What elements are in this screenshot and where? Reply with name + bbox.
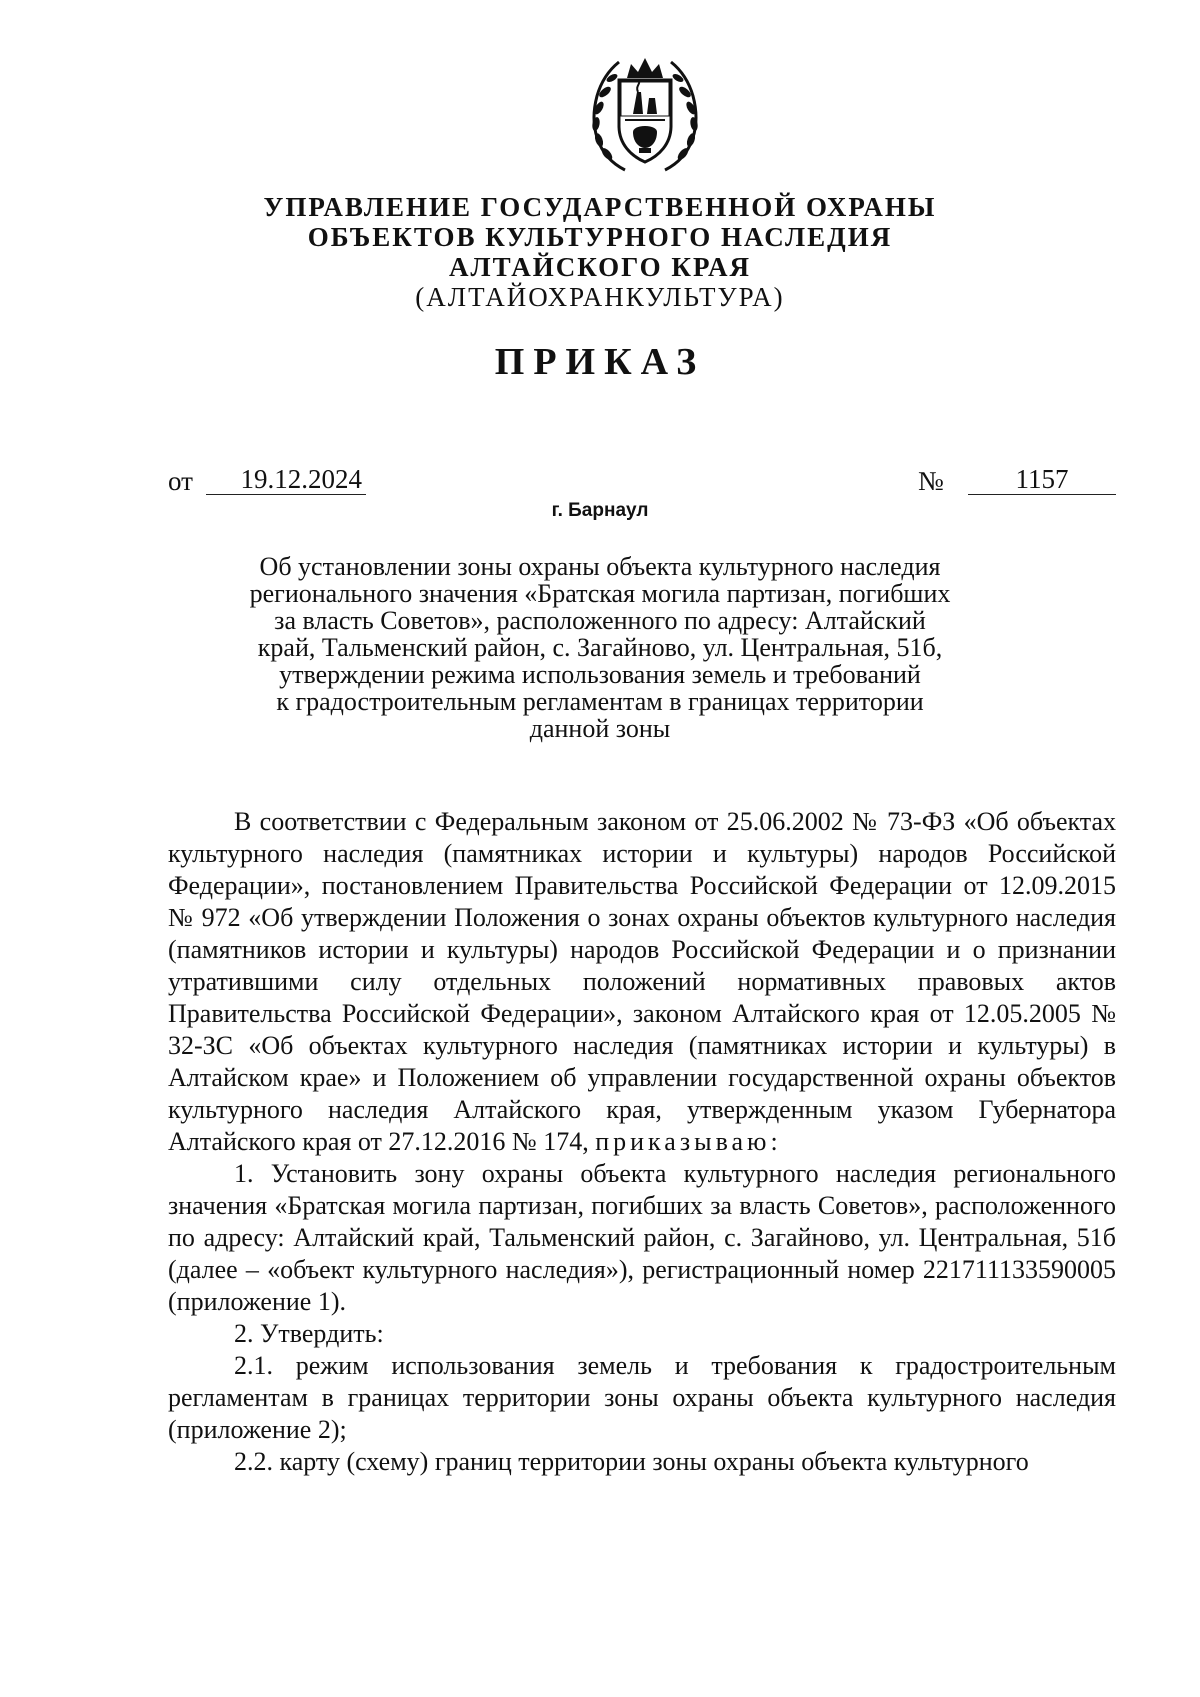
- subject-line: регионального значения «Братская могила партизан, погибших: [249, 579, 951, 608]
- subject-line: Об установлении зоны охраны объекта культурного наследия: [259, 552, 941, 581]
- agency-line-4: (АЛТАЙОХРАНКУЛЬТУРА): [415, 282, 785, 312]
- subject-line: утверждении режима использования земель и требований: [279, 660, 921, 689]
- document-type-title: ПРИКАЗ: [494, 341, 706, 383]
- preamble-text: В соответствии с Федеральным законом от 25.06.2002 № 73-ФЗ «Об объектах культурного наследия (памятниках истории и культуры) народов Российской Федерации», постановлением Правительства Российской Федерации от 12.09.2015 № 972 «Об утверждении Положения о зонах охраны объектов культурного наследия (памятников истории и культуры) народов Российской Федерации и о признании утратившими силу отдельных положений нормативных правовых актов Правительства Российской Федерации», законом Алтайского края от 12.05.2005 № 32-ЗС «Об объектах культурного наследия (памятниках истории и культуры) в Алтайском крае» и Положением об управлении государственной охраны объектов культурного наследия Алтайского края, утвержденным указом Губернатора Алтайского края от 27.12.2016 № 174,: [168, 807, 1116, 1156]
- subject-line: край, Тальменский район, с. Загайново, ул. Центральная, 51б,: [257, 633, 943, 662]
- order-word: приказываю:: [595, 1127, 782, 1156]
- document-number: 1157: [968, 464, 1116, 495]
- city-label: г. Барнаул: [551, 500, 649, 521]
- subject-line: за власть Советов», расположенного по адресу: Алтайский: [274, 606, 926, 635]
- subject-line: данной зоны: [529, 714, 671, 743]
- item-2-2-paragraph: 2.2. карту (схему) границ территории зоны охраны объекта культурного: [234, 1447, 1029, 1476]
- order-body: [168, 806, 1116, 1478]
- date-number-row: [168, 464, 1116, 498]
- coat-of-arms-emblem: [585, 48, 705, 180]
- date-prefix: от: [168, 466, 193, 496]
- agency-line-3: АЛТАЙСКОГО КРАЯ: [448, 252, 752, 282]
- document-date: 19.12.2024: [206, 464, 366, 495]
- order-subject: [230, 553, 970, 742]
- agency-line-2: ОБЪЕКТОВ КУЛЬТУРНОГО НАСЛЕДИЯ: [307, 222, 893, 252]
- preamble-paragraph: [168, 806, 1116, 1158]
- agency-line-1: УПРАВЛЕНИЕ ГОСУДАРСТВЕННОЙ ОХРАНЫ: [263, 192, 937, 222]
- item-1-paragraph: 1. Установить зону охраны объекта культурного наследия регионального значения «Братская могила партизан, погибших за власть Советов», расположенного по адресу: Алтайский край, Тальменский район, с. Загайново, ул. Центральная, 51б (далее – «объект культурного наследия»), регистрационный номер 221711133590005 (приложение 1).: [168, 1159, 1116, 1316]
- item-2-paragraph: 2. Утвердить:: [234, 1319, 384, 1348]
- agency-header: [0, 192, 1200, 312]
- subject-line: к градостроительным регламентам в границах территории: [276, 687, 924, 716]
- item-2-1-paragraph: 2.1. режим использования земель и требования к градостроительным регламентам в границах территории зоны охраны объекта культурного наследия (приложение 2);: [168, 1351, 1116, 1444]
- number-prefix: №: [918, 466, 944, 496]
